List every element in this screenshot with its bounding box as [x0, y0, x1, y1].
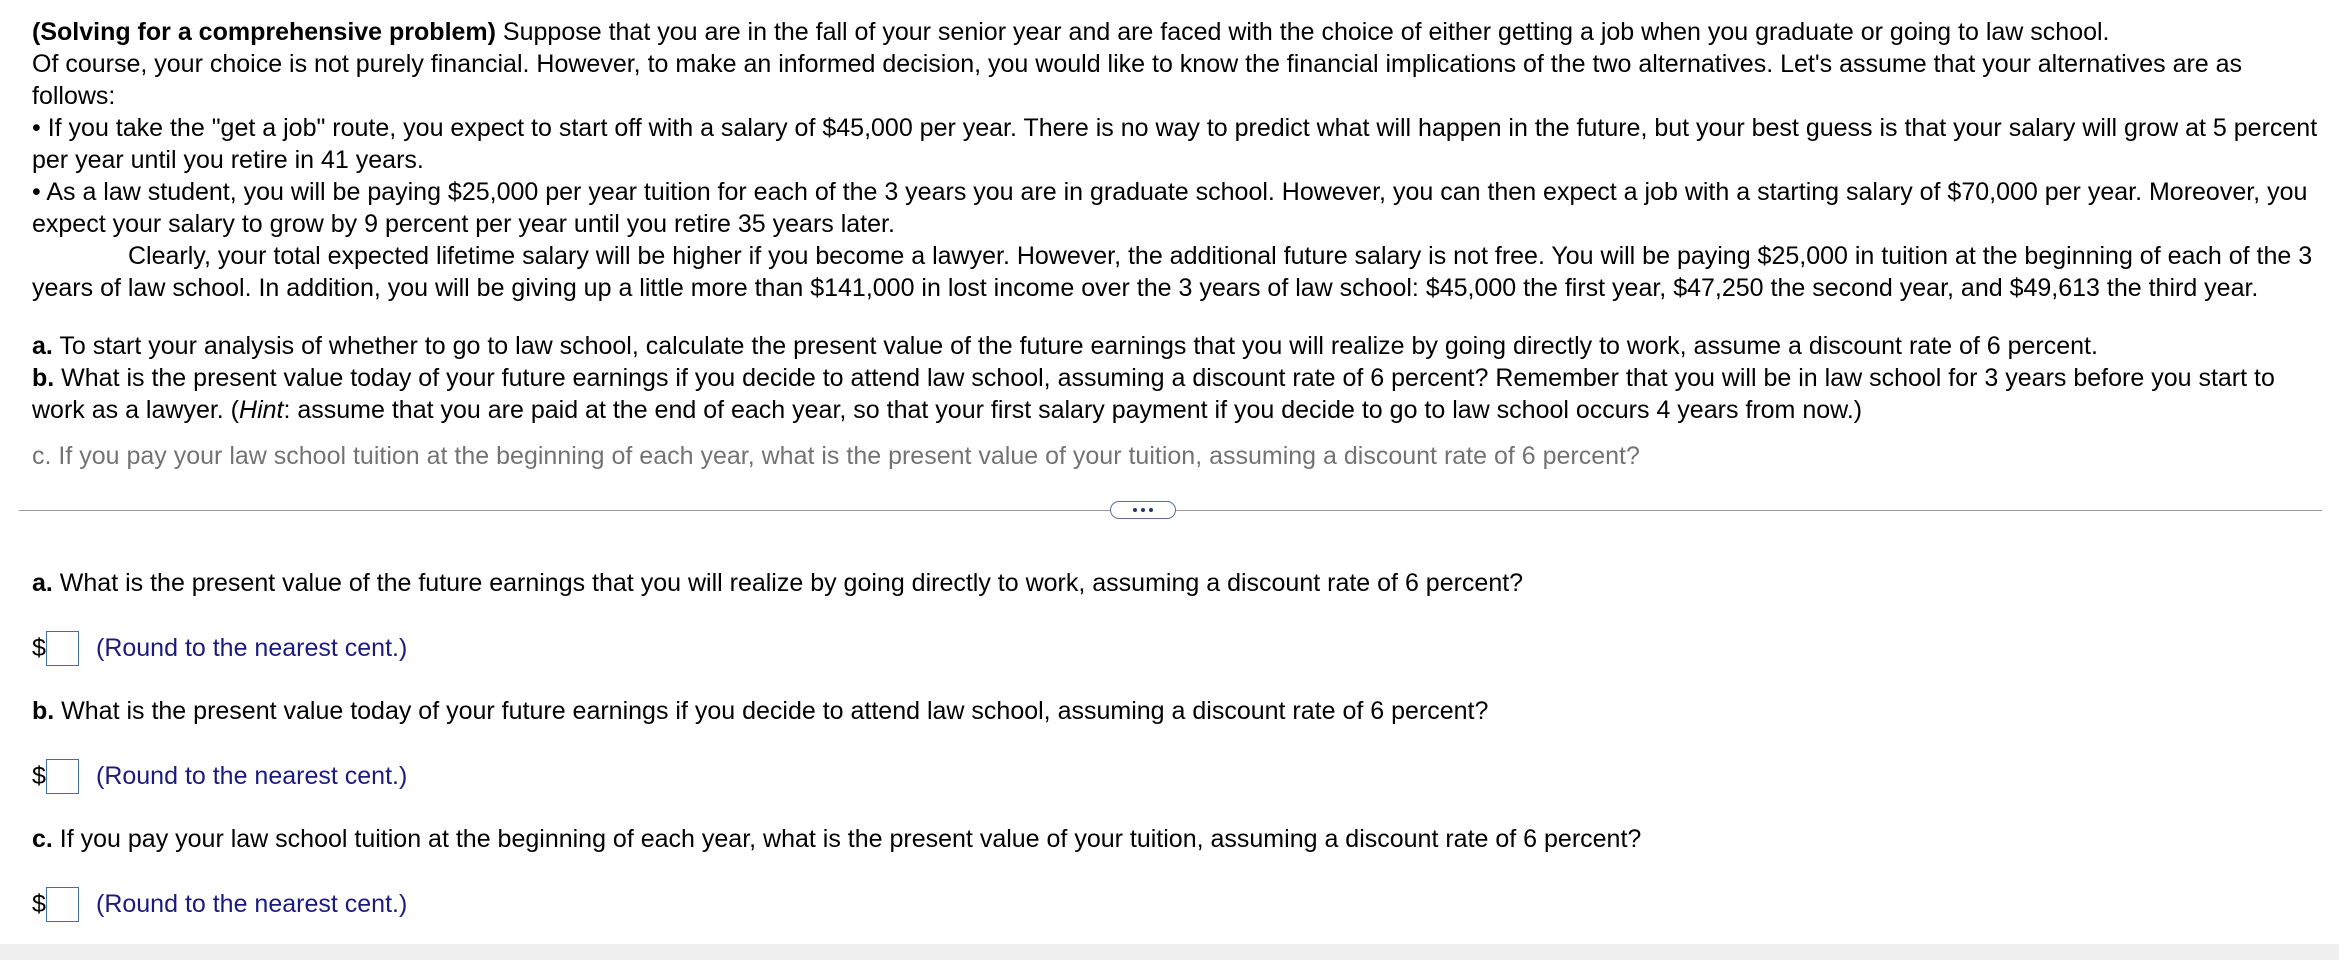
cost-paragraph: Clearly, your total expected lifetime salary will be higher if you become a lawyer. However, the additional future salary is not free. You will be paying $25,000 in tuition at the beginning of each of the 3 years of law school. In addition, you will be giving up a little more than $141,000 in lost income over the 3 years of law school: $45,000 the first year, $47,250 the second year, and $49,613 the third year. — [32, 242, 2313, 302]
question-c — [32, 823, 1641, 855]
part-a-text: To start your analysis of whether to go to law school, calculate the present value of the future earnings that you will realize by going directly to work, assume a discount rate of 6 percent. — [52, 332, 2098, 360]
answer-a-input[interactable] — [46, 631, 79, 666]
rounding-hint: (Round to the nearest cent.) — [96, 889, 408, 918]
part-b-text-start: What is the present value today of your future earnings if you decide to attend law school, assuming a discount rate of 6 percent? Remember that you will be in law school for 3 years before you start to work as a lawyer. ( — [32, 364, 2275, 424]
ellipsis-icon — [1133, 508, 1137, 512]
rounding-hint: (Round to the nearest cent.) — [96, 633, 408, 662]
expand-question-button[interactable] — [1110, 501, 1176, 519]
rounding-hint: (Round to the nearest cent.) — [96, 761, 408, 790]
intro-bold: (Solving for a comprehensive problem) — [32, 18, 496, 46]
truncated-part-c-text: c. If you pay your law school tuition at the beginning of each year, what is the present value of your tuition, assuming a discount rate of 6 percent? — [32, 442, 1640, 470]
part-b-label: b. — [32, 364, 55, 392]
ellipsis-icon — [1141, 508, 1145, 512]
question-a-label: a. — [32, 569, 53, 597]
intro-text: Suppose that you are in the fall of your senior year and are faced with the choice of either getting a job when you graduate or going to law school. — [495, 18, 2110, 46]
alternatives-intro: Of course, your choice is not purely financial. However, to make an informed decision, you would like to know the financial implications of the two alternatives. Let's assume that your alternatives are as follows: — [32, 50, 2243, 110]
question-b-label: b. — [32, 697, 55, 725]
question-a — [32, 567, 1523, 599]
paragraph-gap — [32, 304, 2322, 330]
currency-symbol: $ — [32, 889, 46, 918]
part-a-statement — [32, 330, 2322, 362]
part-b-statement — [32, 362, 2322, 426]
problem-statement — [32, 16, 2322, 426]
answer-row-c — [32, 886, 407, 922]
currency-symbol: $ — [32, 761, 46, 790]
answer-b-input[interactable] — [46, 759, 79, 794]
question-a-text: What is the present value of the future earnings that you will realize by going directly to work, assuming a discount rate of 6 percent? — [52, 569, 1524, 597]
part-b-hint-word: Hint — [239, 396, 284, 424]
bullet-job: • If you take the "get a job" route, you expect to start off with a salary of $45,000 per year. There is no way to predict what will happen in the future, but your best guess is that your salary will grow at 5 percent per year until you retire in 41 years. — [32, 114, 2318, 174]
intro-paragraph — [32, 16, 2322, 48]
answer-row-a — [32, 630, 407, 666]
question-c-text: If you pay your law school tuition at the beginning of each year, what is the present value of your tuition, assuming a discount rate of 6 percent? — [52, 825, 1642, 853]
answer-c-input[interactable] — [46, 887, 79, 922]
question-b — [32, 695, 1488, 727]
question-c-label: c. — [32, 825, 53, 853]
part-b-text-end: : assume that you are paid at the end of each year, so that your first salary payment if you decide to go to law school occurs 4 years from now.) — [283, 396, 1863, 424]
bullet-law-school: • As a law student, you will be paying $25,000 per year tuition for each of the 3 years you are in graduate school. However, you can then expect a job with a starting salary of $70,000 per year. Moreover, you expect your salary to grow by 9 percent per year until you retire 35 years later. — [32, 178, 2308, 238]
truncated-part-c-line — [32, 442, 2322, 470]
answer-row-b — [32, 758, 407, 794]
question-b-text: What is the present value today of your future earnings if you decide to attend law school, assuming a discount rate of 6 percent? — [54, 697, 1489, 725]
ellipsis-icon — [1149, 508, 1153, 512]
currency-symbol: $ — [32, 633, 46, 662]
part-a-label: a. — [32, 332, 53, 360]
